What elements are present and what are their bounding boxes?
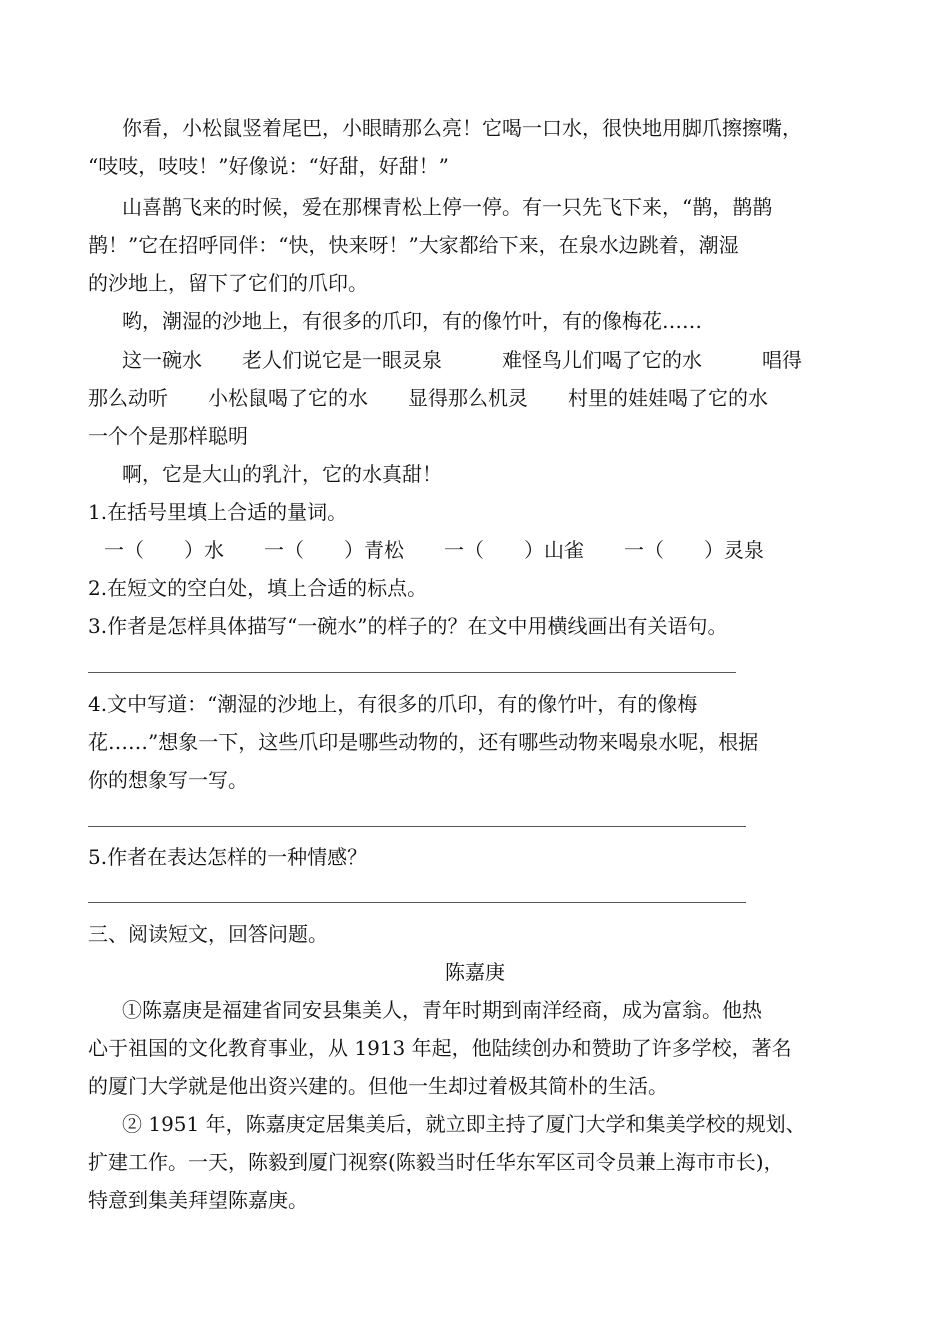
- section-heading: 三、阅读短文，回答问题。: [88, 922, 328, 946]
- passage-line: 这一碗水 老人们说它是一眼灵泉 难怪鸟儿们喝了它的水 唱得: [122, 348, 802, 372]
- passage-line: 啊，它是大山的乳汁，它的水真甜！: [122, 462, 442, 486]
- article-line: 特意到集美拜望陈嘉庚。: [88, 1188, 308, 1212]
- passage-line: 山喜鹊飞来的时候，爱在那棵青松上停一停。有一只先飞下来，“鹊，鹊鹊: [122, 195, 773, 219]
- article-line: 的厦门大学就是他出资兴建的。但他一生却过着极其简朴的生活。: [88, 1074, 668, 1098]
- question-2: 2.在短文的空白处，填上合适的标点。: [88, 576, 428, 600]
- question-4-line: 花……”想象一下，这些爪印是哪些动物的，还有哪些动物来喝泉水呢，根据: [88, 730, 759, 754]
- passage-line: 你看，小松鼠竖着尾巴，小眼睛那么亮！它喝一口水，很快地用脚爪擦擦嘴，: [122, 116, 802, 140]
- question-1: 1.在括号里填上合适的量词。: [88, 500, 348, 524]
- article-title: 陈嘉庚: [445, 960, 505, 984]
- question-4: 4.文中写道：“潮湿的沙地上，有很多的爪印，有的像竹叶，有的像梅: [88, 692, 698, 716]
- question-3: 3.作者是怎样具体描写“一碗水”的样子的？在文中用横线画出有关语句。: [88, 614, 728, 638]
- passage-line: 一个个是那样聪明: [88, 424, 248, 448]
- answer-line[interactable]: [88, 902, 746, 903]
- question-4-line: 你的想象写一写。: [88, 768, 248, 792]
- passage-line: 的沙地上，留下了它们的爪印。: [88, 271, 368, 295]
- article-line: ② 1951 年，陈嘉庚定居集美后，就立即主持了厦门大学和集美学校的规划、: [122, 1112, 806, 1136]
- question-1-blanks: 一（ ）水 一（ ）青松 一（ ）山雀 一（ ）灵泉: [104, 538, 764, 562]
- passage-line: 鹊！”它在招呼同伴：“快，快来呀！”大家都给下来，在泉水边跳着，潮湿: [88, 233, 739, 257]
- article-line: 扩建工作。一天，陈毅到厦门视察(陈毅当时任华东军区司令员兼上海市市长)，: [88, 1150, 784, 1174]
- passage-line: 那么动听 小松鼠喝了它的水 显得那么机灵 村里的娃娃喝了它的水: [88, 386, 768, 410]
- answer-line[interactable]: [88, 826, 746, 827]
- passage-line: 哟，潮湿的沙地上，有很多的爪印，有的像竹叶，有的像梅花……: [122, 309, 702, 333]
- article-line: ①陈嘉庚是福建省同安县集美人，青年时期到南洋经商，成为富翁。他热: [122, 998, 762, 1022]
- passage-line: “吱吱，吱吱！”好像说：“好甜，好甜！”: [88, 154, 449, 178]
- article-line: 心于祖国的文化教育事业，从 1913 年起，他陆续创办和赞助了许多学校，著名: [88, 1036, 792, 1060]
- question-5: 5.作者在表达怎样的一种情感？: [88, 845, 368, 869]
- answer-line[interactable]: [88, 672, 736, 673]
